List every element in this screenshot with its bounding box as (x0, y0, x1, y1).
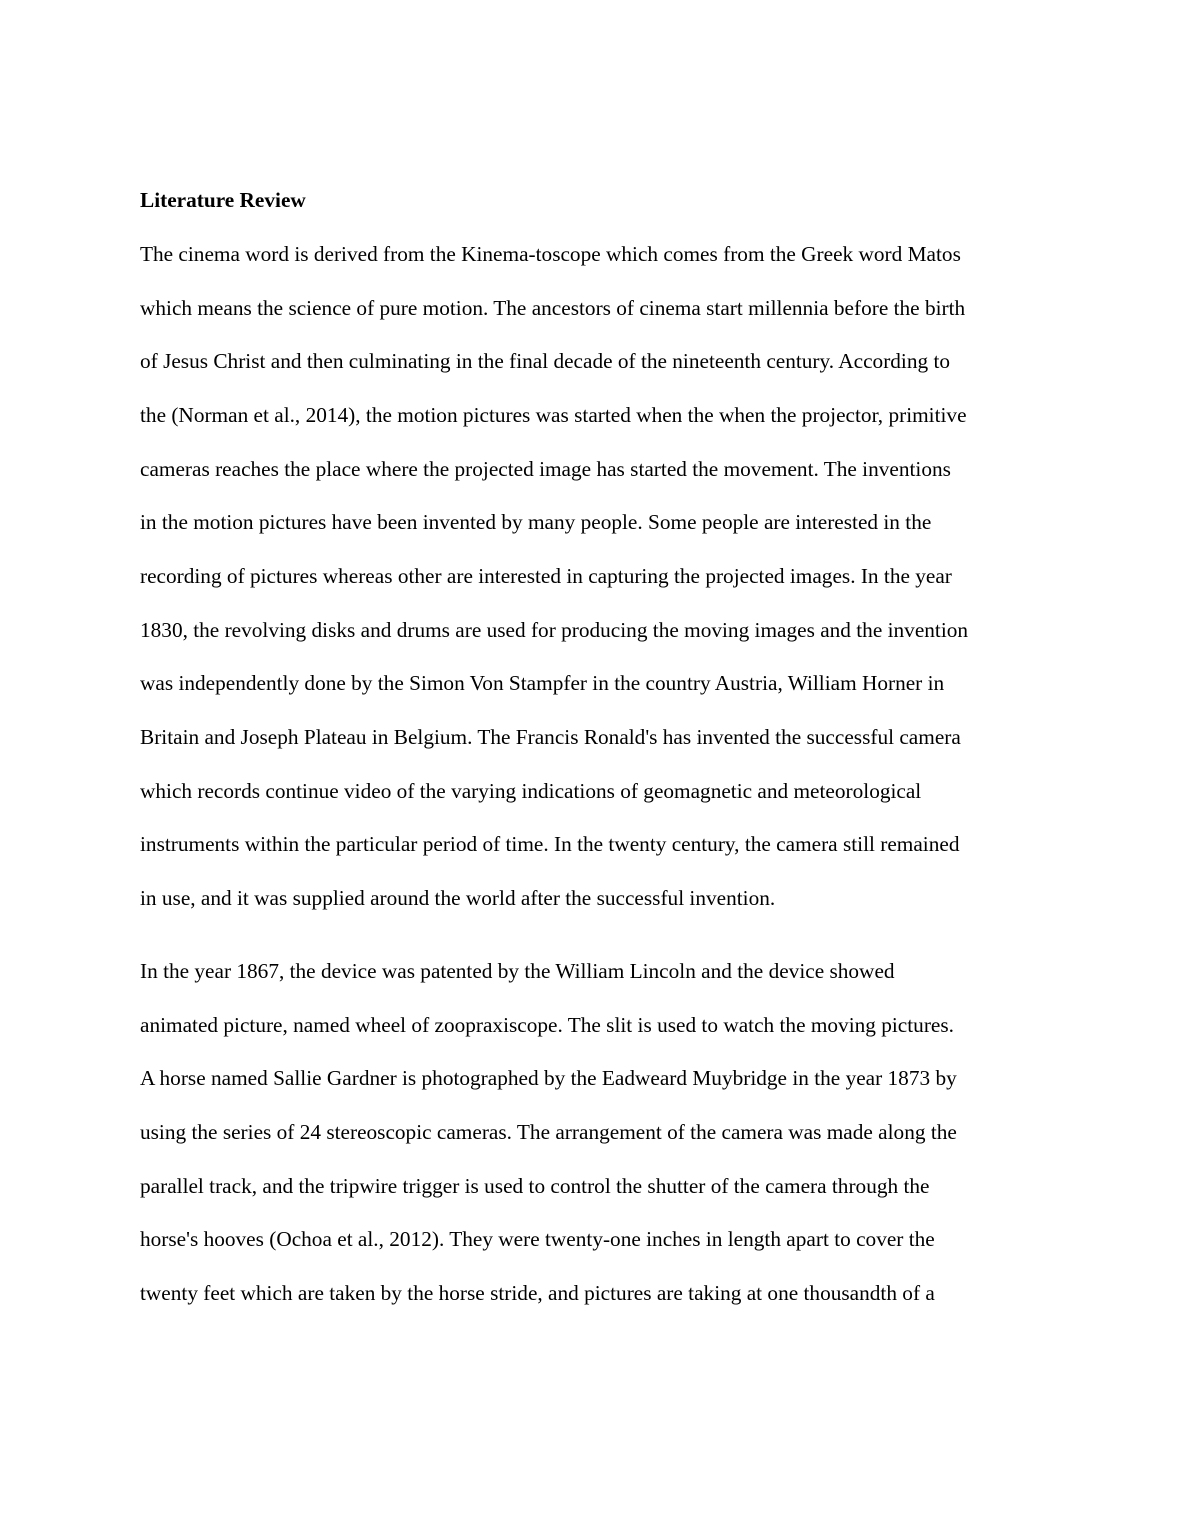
text-line: in use, and it was supplied around the world after the successful invention. (140, 885, 776, 910)
text-line: instruments within the particular period of time. In the twenty century, the camera still remained (140, 832, 960, 857)
text-line: which records continue video of the varying indications of geomagnetic and meteorological (140, 778, 922, 803)
text-line: animated picture, named wheel of zoopraxiscope. The slit is used to watch the moving pictures. (140, 1012, 954, 1037)
text-line: horse's hooves (Ochoa et al., 2012). They were twenty-one inches in length apart to cover the (140, 1227, 935, 1252)
text-line: cameras reaches the place where the projected image has started the movement. The inventions (140, 456, 951, 481)
text-line: The cinema word is derived from the Kinema-toscope which comes from the Greek word Matos (140, 242, 961, 266)
section-heading: Literature Review (140, 188, 306, 212)
text-line: A horse named Sallie Gardner is photographed by the Eadweard Muybridge in the year 1873 by (140, 1066, 957, 1091)
text-line: using the series of 24 stereoscopic cameras. The arrangement of the camera was made along the (140, 1119, 957, 1144)
text-line: parallel track, and the tripwire trigger is used to control the shutter of the camera through the (140, 1173, 930, 1198)
text-line: In the year 1867, the device was patented by the William Lincoln and the device showed (140, 959, 895, 983)
text-line: recording of pictures whereas other are interested in capturing the projected images. In the year (140, 563, 952, 588)
text-line: in the motion pictures have been invented by many people. Some people are interested in the (140, 510, 932, 535)
text-line: Britain and Joseph Plateau in Belgium. The Francis Ronald's has invented the successful camera (140, 724, 961, 749)
text-line: was independently done by the Simon Von Stampfer in the country Austria, William Horner in (140, 671, 945, 696)
text-line: the (Norman et al., 2014), the motion pictures was started when the when the projector, primitive (140, 402, 967, 427)
paragraph-2 (140, 945, 957, 1321)
text-line: 1830, the revolving disks and drums are used for producing the moving images and the invention (140, 617, 969, 642)
text-line: of Jesus Christ and then culminating in the final decade of the nineteenth century. According to (140, 349, 951, 374)
text-line: twenty feet which are taken by the horse stride, and pictures are taking at one thousandth of a (140, 1280, 935, 1305)
paragraph-1 (140, 228, 968, 926)
text-line: which means the science of pure motion. The ancestors of cinema start millennia before the birth (140, 295, 966, 320)
